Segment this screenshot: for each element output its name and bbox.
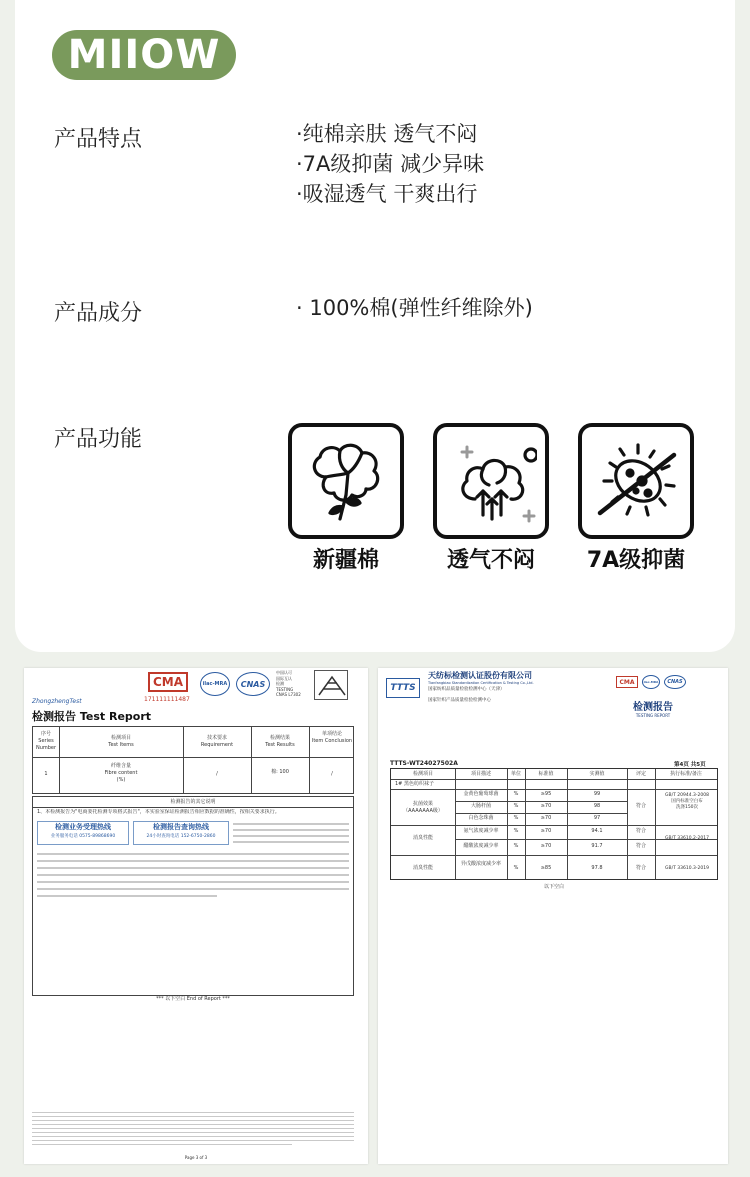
antibacterial-icon bbox=[578, 423, 694, 539]
ilac-logo: ilac-MRA bbox=[642, 675, 660, 689]
cnas-logo: CNAS bbox=[664, 675, 686, 689]
features-list bbox=[296, 119, 484, 209]
cotton-icon bbox=[288, 423, 404, 539]
report2-number: TTTS-WT24027502A bbox=[390, 760, 458, 767]
feature-item: ·7A级抑菌 减少异味 bbox=[296, 152, 485, 176]
cma-logo: CMA bbox=[148, 672, 188, 692]
report1-page: Page 3 of 3 bbox=[184, 1155, 208, 1160]
cnas-note: 中国认可 国际互认 检测 TESTING CNAS L7302 bbox=[276, 670, 301, 697]
report1-title: 检测报告 Test Report bbox=[32, 710, 152, 723]
functions-label: 产品功能 bbox=[54, 427, 143, 452]
hotline-stamp-1: 检测业务受理热线 业务服务电话 0575-89868690 bbox=[37, 821, 129, 845]
function-label-antibacterial: 7A级抑菌 bbox=[586, 548, 686, 573]
function-label-cotton: 新疆棉 bbox=[312, 548, 379, 573]
ilac-logo: ilac-MRA bbox=[200, 672, 230, 696]
test-report-2: TTTS 天纺标检测认证股份有限公司 Tianfangbiao Standardization Certification & Testing Co.,Ltd. 国家纺织品质量检验检测中心（天津） 国家针织产品质量检验检测中心 CMA ilac-MRA CNAS 检测报告 TESTING REPORT TTTS-WT24027502A 第4页 共5页 检测项目 项目描述 单位 标准值 实测值 评定 执行标准/备注 1# 黑色纺织袜子 抗菌效果 （AAAAAAA级） 金黄色葡萄球菌 % ≥95 99 符合 GB/T 20944.3-2008 国内标准空白布 洗涤150次 大肠杆菌 % ≥70 98 白色念珠菌 % ≥70 97 消臭性能 氨气浓度减少率 % ≥70 94.1 符合 GB/T 33610.2-2017 醋酸浓度减少率 % ≥70 91.7 符合 消臭性能 异戊酸浓度减少率 % ≥85 97.8 符合 GB/T 33610.3-2019 以下空白 bbox=[378, 668, 728, 1164]
report2-title: 检测报告 bbox=[633, 702, 673, 713]
cma-logo: CMA bbox=[616, 676, 638, 688]
function-label-breathable: 透气不闷 bbox=[446, 548, 535, 573]
cnas-logo: CNAS bbox=[236, 672, 270, 696]
composition-label: 产品成分 bbox=[54, 301, 143, 326]
report1-table: 序号 Series Number 检测项目 Test Items 技术要求 Requirement 检测结果 Test Results 单项结论 Item Conclusion 1 纤维含量 Fibre content (%) / 棉: 100 / bbox=[32, 726, 354, 794]
feature-item: ·纯棉亲肤 透气不闷 bbox=[296, 122, 478, 146]
cma-number: 171111111487 bbox=[144, 696, 190, 703]
test-report-1 bbox=[24, 668, 368, 1164]
features-label: 产品特点 bbox=[54, 127, 143, 152]
report2-company: 天纺标检测认证股份有限公司 bbox=[428, 671, 532, 680]
report1-end: *** 以下空白 End of Report *** bbox=[156, 996, 230, 1002]
report2-page-info: 第4页 共5页 bbox=[674, 762, 706, 768]
breathable-trees-icon bbox=[433, 423, 549, 539]
feature-item: ·吸湿透气 干爽出行 bbox=[296, 182, 478, 206]
lab-name: ZhongzhengTest bbox=[32, 698, 82, 705]
brand-logo: MIIOW bbox=[52, 30, 236, 80]
composition-value: · 100%棉(弹性纤维除外) bbox=[296, 296, 533, 320]
tts-logo: TTTS bbox=[386, 678, 420, 698]
lab-seal-icon bbox=[314, 670, 348, 700]
hotline-stamp-2: 检测报告查询热线 24小时查询电话 152-6750-2860 bbox=[133, 821, 229, 845]
report2-end: 以下空白 bbox=[543, 884, 564, 890]
report1-notes: 检测报告的其它说明 1、本检测报告为"电商委托检测专项格式报告"，本实验室保证检测报告相应数据的准确性，按相关要求执行。 检测业务受理热线 业务服务电话 0575-89868690 检测报告查询热线 24小时查询电话 152-6750-2860 bbox=[32, 796, 354, 996]
report2-table: 检测项目 项目描述 单位 标准值 实测值 评定 执行标准/备注 1# 黑色纺织袜子 抗菌效果 （AAAAAAA级） 金黄色葡萄球菌 % ≥95 99 符合 GB/T 20944.3-2008 国内标准空白布 洗涤150次 大肠杆菌 % ≥70 98 白色念珠菌 % ≥70 97 消臭性能 氨气浓度减少率 % ≥70 94.1 符合 GB/T 33610.2-2017 醋酸浓度减少率 % ≥70 91.7 符合 消臭性能 异戊酸浓度减少率 % ≥85 97.8 符合 GB/T 33610.3-2019 bbox=[390, 768, 718, 880]
